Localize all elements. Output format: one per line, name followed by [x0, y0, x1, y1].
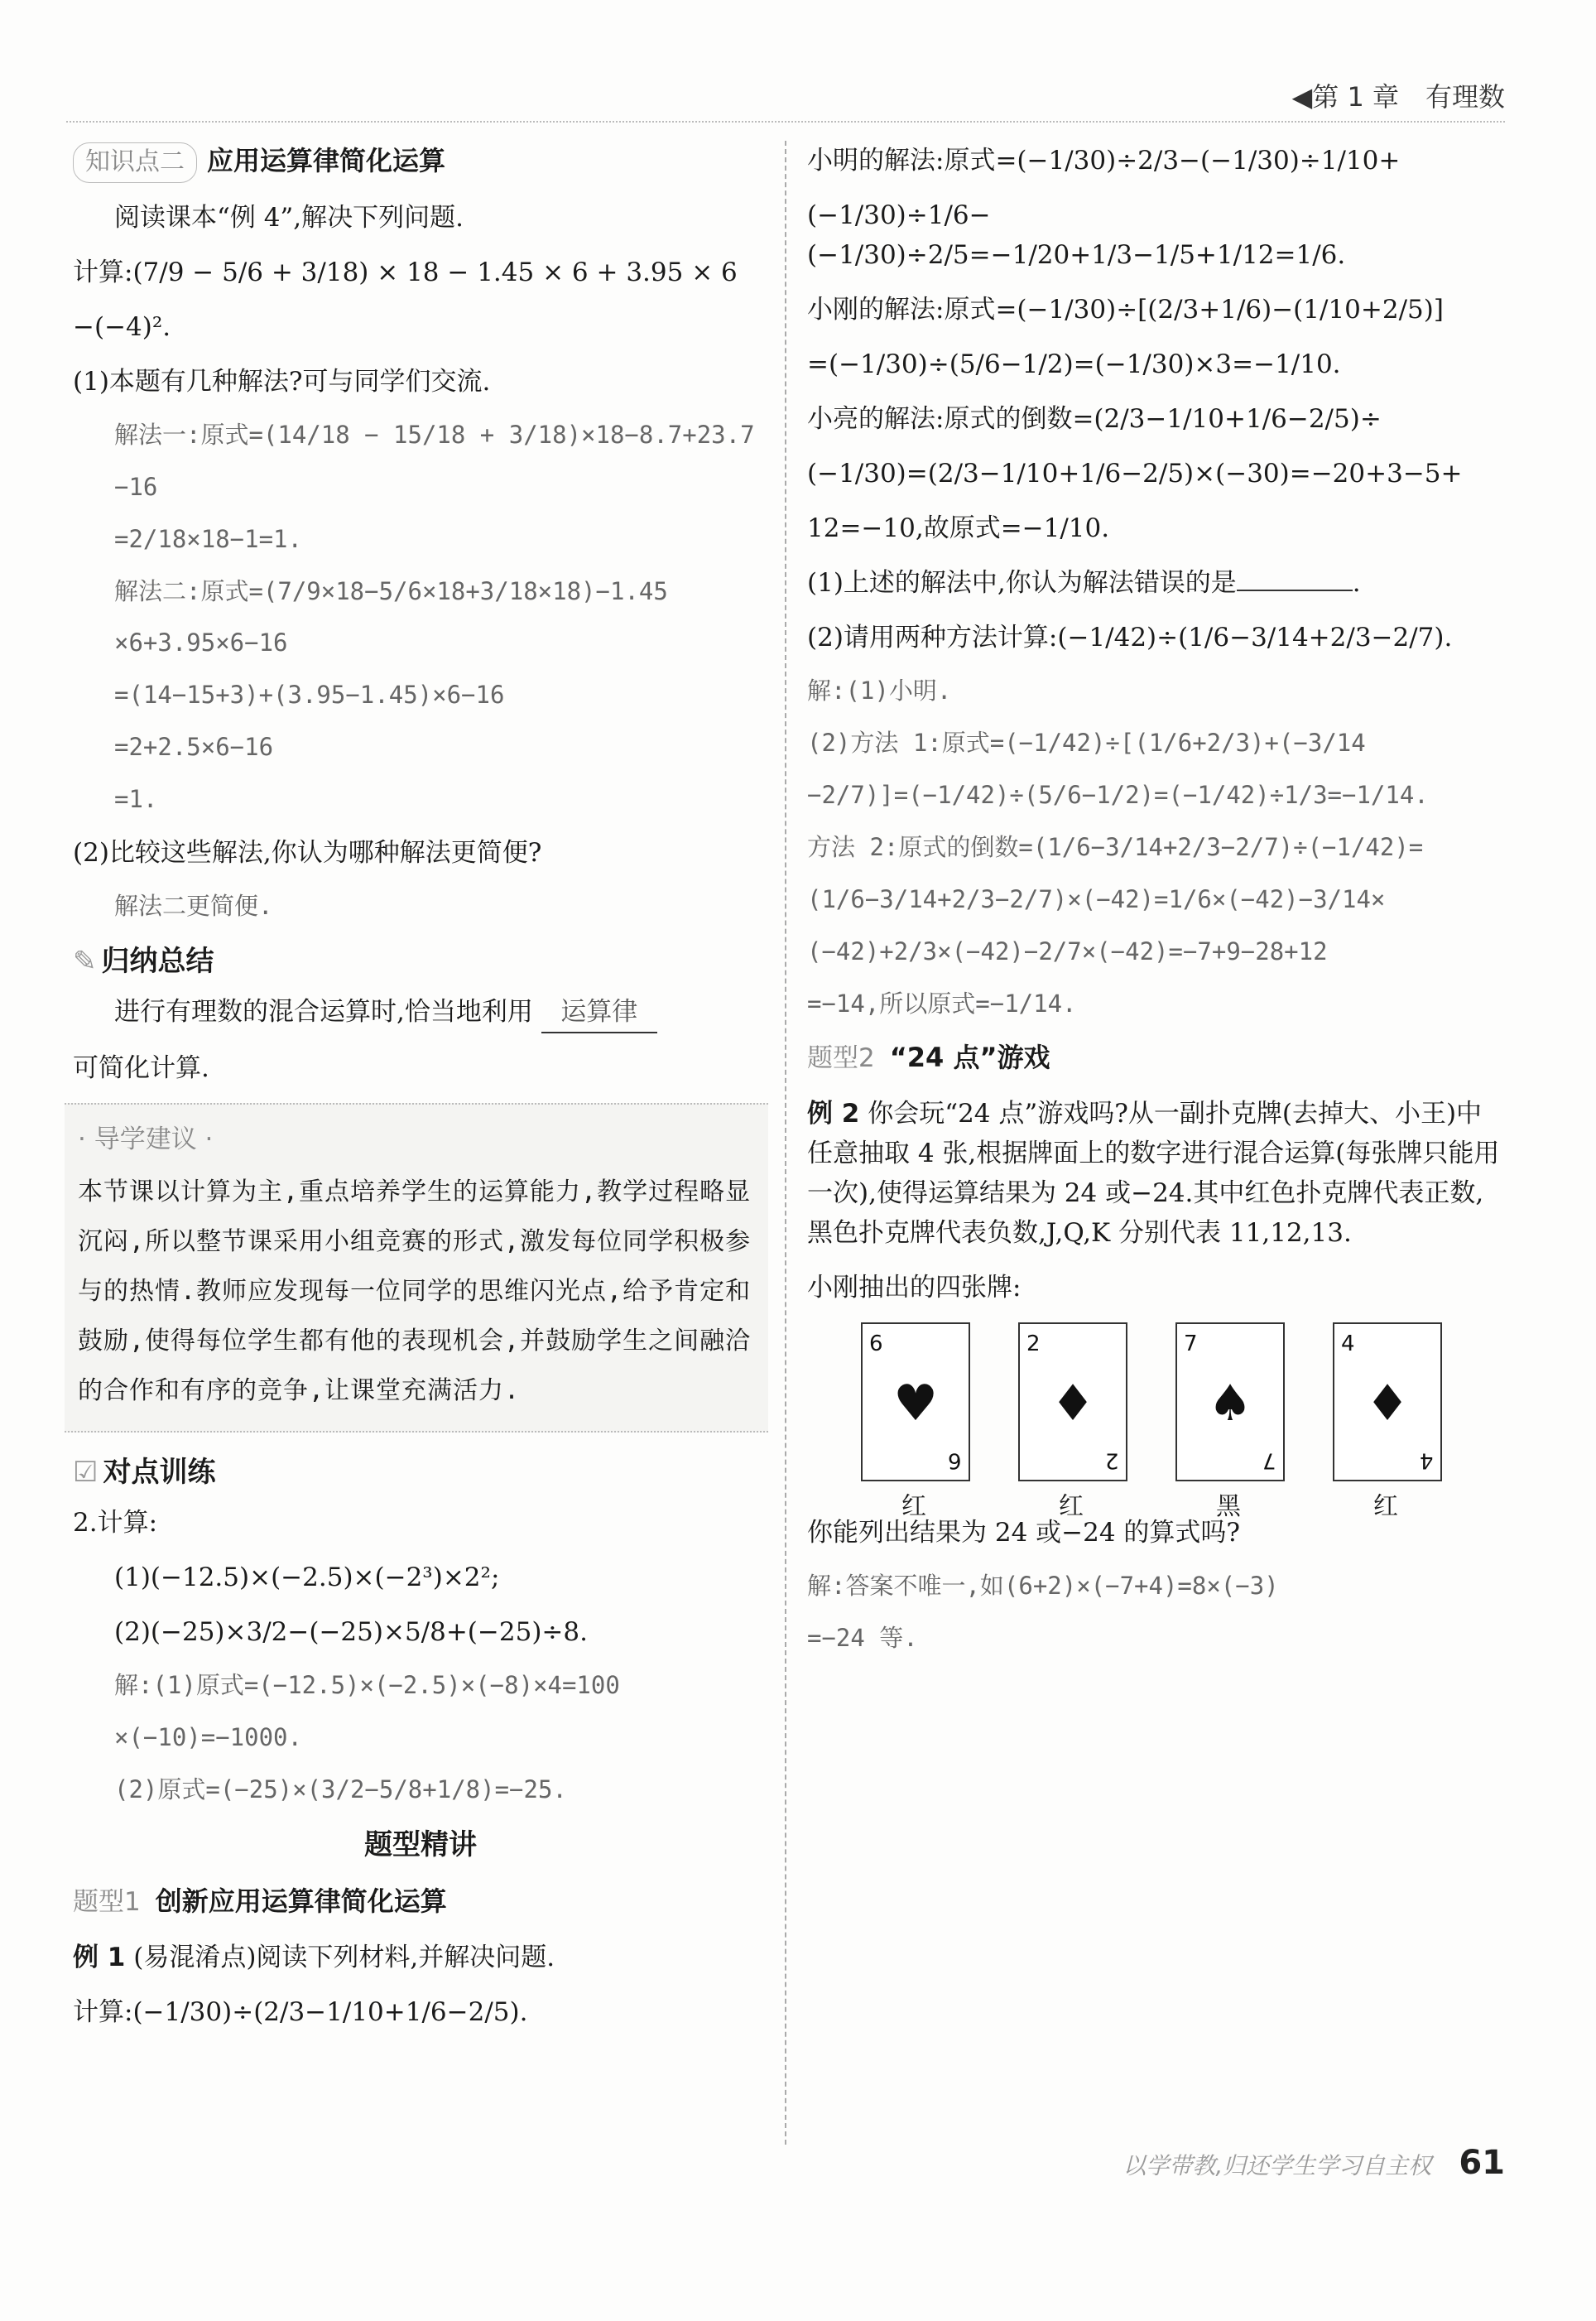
type1-title: 创新应用运算律简化运算 [155, 1885, 447, 1918]
training-question: 2.计算: [73, 1507, 158, 1538]
question-2: (2)比较这些解法,你认为哪种解法更简便? [73, 838, 542, 869]
card-4 [1333, 1322, 1442, 1481]
xiaoming-line-1: 小明的解法:原式=(−1/30)÷2/3−(−1/30)÷1/10+ [807, 146, 1401, 176]
card-4-rank-bottom: 4 [1420, 1447, 1434, 1472]
chapter-label: ◀第 1 章 有理数 [1291, 81, 1505, 113]
compute-line-1: 计算:(7/9 − 5/6 + 3/18) × 18 − 1.45 × 6 + 3.95 × 6 [73, 257, 738, 287]
right-q1-period: . [1352, 568, 1361, 599]
page-number: 61 [1459, 2144, 1505, 2182]
xiaoliang-line-2: (−1/30)=(2/3−1/10+1/6−2/5)×(−30)=−20+3−5+ [807, 459, 1463, 489]
method2-line-d: =−14,所以原式=−1/14. [807, 990, 1077, 1018]
solution-2-line-e: =1. [114, 785, 158, 814]
question-1: (1)本题有几种解法?可与同学们交流. [73, 366, 491, 397]
example-1-text: (易混淆点)阅读下列材料,并解决问题. [133, 1942, 555, 1972]
method2-line-b: (1/6−3/14+2/3−2/7)×(−42)=1/6×(−42)−3/14× [807, 885, 1386, 914]
ask-text: 你能列出结果为 24 或−24 的算式吗? [807, 1517, 1241, 1548]
xiaoming-line-2: (−1/30)÷1/6−(−1/30)÷2/5=−1/20+1/3−1/5+1/12=1/6. [807, 200, 1346, 271]
spade-icon: ♠ [1208, 1374, 1252, 1433]
solution-2-line-b: ×6+3.95×6−16 [114, 628, 288, 657]
summary-title: 归纳总结 [101, 945, 214, 979]
knowledge-point-title: 应用运算律简化运算 [207, 145, 446, 176]
xiaoliang-line-1: 小亮的解法:原式的倒数=(2/3−1/10+1/6−2/5)÷ [807, 404, 1382, 435]
page-header [66, 76, 1505, 123]
card-2-rank: 2 [1026, 1331, 1041, 1356]
right-q1-text: (1)上述的解法中,你认为解法错误的是 [807, 568, 1237, 599]
example-2 [807, 1094, 1502, 1253]
card-2-rank-bottom: 2 [1105, 1447, 1119, 1472]
solution-2-line-a: 解法二:原式=(7/9×18−5/6×18+3/18×18)−1.45 [114, 576, 668, 605]
type2-title: “24 点”游戏 [889, 1042, 1050, 1074]
answer-blank[interactable] [1237, 590, 1353, 591]
final-answer-line-1: 解:答案不唯一,如(6+2)×(−7+4)=8×(−3) [807, 1571, 1279, 1600]
summary-post: 可简化计算. [73, 1052, 209, 1083]
right-question-2: (2)请用两种方法计算:(−1/42)÷(1/6−3/14+2/3−2/7). [807, 623, 1453, 653]
solution-1-line-c: =2/18×18−1=1. [114, 524, 302, 553]
card-2-label: 红 [1059, 1491, 1084, 1521]
spade-icon: ♥ [893, 1374, 938, 1433]
guide-box [65, 1103, 768, 1433]
type1-tag: 题型1 [73, 1887, 141, 1918]
card-3 [1175, 1322, 1285, 1481]
guide-title: · 导学建议 · [78, 1124, 214, 1154]
right-question-1 [807, 563, 1502, 603]
summary-text [73, 992, 768, 1033]
training-sol-2: (2)原式=(−25)×(3/2−5/8+1/8)=−25. [114, 1774, 567, 1803]
training-sol-1a: 解:(1)原式=(−12.5)×(−2.5)×(−8)×4=100 [114, 1670, 620, 1699]
example-1-compute: 计算:(−1/30)÷(2/3−1/10+1/6−2/5). [73, 1996, 528, 2027]
right-solution-1: 解:(1)小明. [807, 677, 952, 705]
left-column [73, 141, 768, 2047]
training-q2: (2)(−25)×3/2−(−25)×5/8+(−25)÷8. [114, 1616, 588, 1647]
type1-heading [73, 1881, 768, 1923]
type2-tag: 题型2 [807, 1043, 875, 1074]
training-sol-1b: ×(−10)=−1000. [114, 1722, 302, 1751]
card-3-rank-bottom: 7 [1262, 1447, 1276, 1472]
xiaoliang-line-3: 12=−10,故原式=−1/10. [807, 513, 1110, 544]
summary-heading [73, 940, 768, 984]
training-title: 对点训练 [103, 1456, 216, 1489]
example-1 [73, 1938, 768, 1977]
knowledge-point-tag: 知识点二 [73, 142, 197, 183]
training-q1: (1)(−12.5)×(−2.5)×(−2³)×2²; [114, 1562, 500, 1592]
section-title: 题型精讲 [364, 1827, 477, 1861]
diamond-icon: ♦ [1050, 1374, 1095, 1433]
check-icon: ☑ [73, 1456, 99, 1489]
diamond-icon: ♦ [1365, 1374, 1410, 1433]
answer-2: 解法二更简便. [114, 892, 273, 921]
solution-1-line-b: −16 [114, 472, 158, 501]
xiaogang-line-1: 小刚的解法:原式=(−1/30)÷[(2/3+1/6)−(1/10+2/5)] [807, 295, 1444, 325]
example-2-label: 例 2 [807, 1098, 860, 1129]
page-footer [1122, 2144, 1505, 2182]
type2-heading [807, 1038, 1502, 1079]
playing-cards [807, 1322, 1502, 1521]
card-4-label: 红 [1373, 1491, 1398, 1521]
pencil-icon: ✎ [73, 945, 97, 979]
column-divider [785, 141, 786, 2145]
intro-text: 阅读课本“例 4”,解决下列问题. [114, 202, 464, 233]
solution-1-line-a: 解法一:原式=(14/18 − 15/18 + 3/18)×18−8.7+23.7 [114, 420, 755, 449]
method2-line-c: (−42)+2/3×(−42)−2/7×(−42)=−7+9−28+12 [807, 937, 1328, 966]
card-1-rank-bottom: 6 [948, 1447, 962, 1472]
method1-line-a: (2)方法 1:原式=(−1/42)÷[(1/6+2/3)+(−3/14 [807, 729, 1366, 758]
example-1-label: 例 1 [73, 1942, 126, 1972]
card-1-rank: 6 [869, 1331, 883, 1356]
compute-line-2: −(−4)². [73, 311, 171, 342]
summary-pre: 进行有理数的混合运算时,恰当地利用 [114, 996, 533, 1027]
guide-text: 本节课以计算为主,重点培养学生的运算能力,教学过程略显沉闷,所以整节课采用小组竞赛的形式,激发每位同学积极参与的热情.教师应发现每一位同学的思维闪光点,给予肯定和鼓励,使得每位学生都有他的表现机会,并鼓励学生之间融洽的合作和有序的竞争,让课堂充满活力. [78, 1177, 752, 1405]
draw-text: 小刚抽出的四张牌: [807, 1272, 1022, 1303]
footer-motto: 以学带教,归还学生学习自主权 [1122, 2152, 1432, 2179]
card-4-rank: 4 [1341, 1331, 1355, 1356]
solution-2-line-d: =2+2.5×6−16 [114, 733, 274, 762]
card-3-rank: 7 [1184, 1331, 1198, 1356]
card-1-label: 红 [901, 1491, 926, 1521]
card-2 [1018, 1322, 1127, 1481]
summary-blank: 运算律 [541, 992, 657, 1033]
final-answer-line-2: =−24 等. [807, 1623, 918, 1652]
example-2-text: 你会玩“24 点”游戏吗?从一副扑克牌(去掉大、小王)中任意抽取 4 张,根据牌面上的数字进行混合运算(每张牌只能用一次),使得运算结果为 24 或−24.其中红色扑克牌代表正数,黑色扑克牌代表负数,J,Q,K 分别代表 11,12,13. [807, 1098, 1500, 1248]
right-column [807, 141, 1502, 1672]
method1-line-b: −2/7)]=(−1/42)÷(5/6−1/2)=(−1/42)÷1/3=−1/14. [807, 781, 1429, 810]
training-heading [73, 1451, 768, 1495]
card-1 [861, 1322, 970, 1481]
card-3-label: 黑 [1216, 1491, 1241, 1521]
knowledge-point-heading [73, 141, 768, 183]
solution-2-line-c: =(14−15+3)+(3.95−1.45)×6−16 [114, 681, 505, 710]
xiaogang-line-2: =(−1/30)÷(5/6−1/2)=(−1/30)×3=−1/10. [807, 349, 1341, 380]
method2-line-a: 方法 2:原式的倒数=(1/6−3/14+2/3−2/7)÷(−1/42)= [807, 833, 1424, 862]
